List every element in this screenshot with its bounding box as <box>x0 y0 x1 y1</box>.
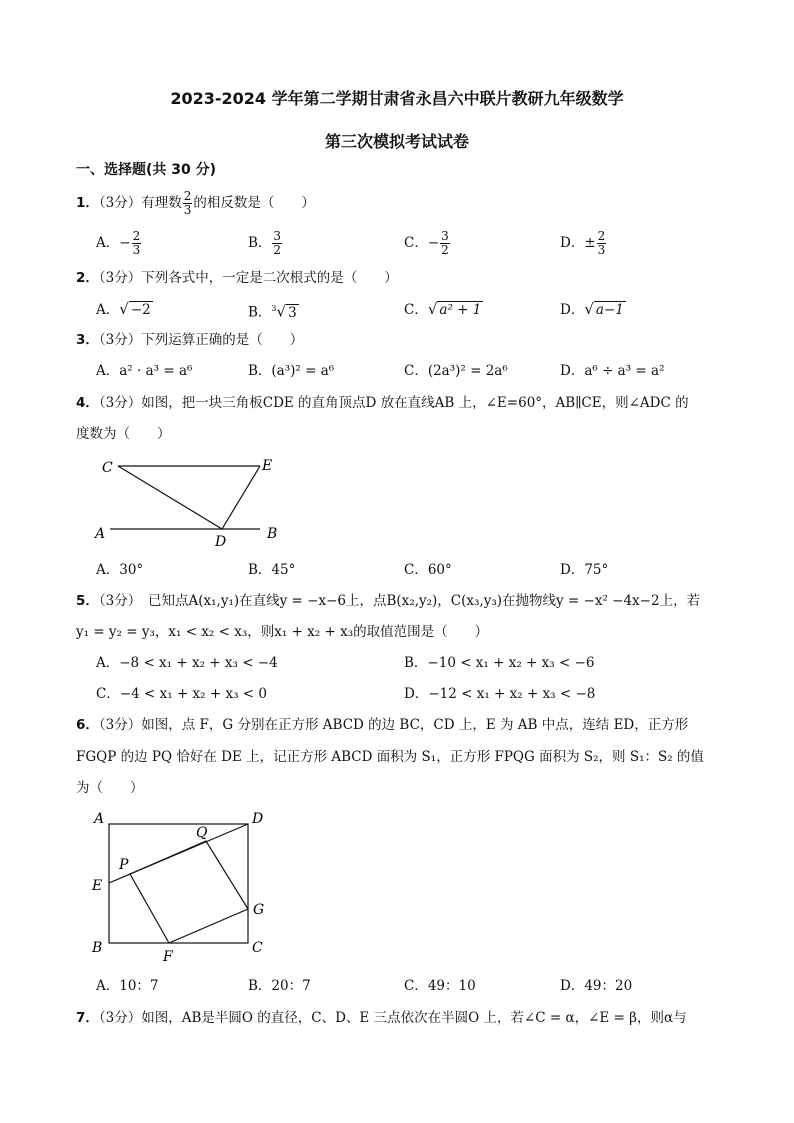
question-score: （3分） <box>98 717 142 733</box>
question-score: （3分） <box>98 593 135 609</box>
label-a: A <box>95 526 106 542</box>
label-e: E <box>262 458 273 474</box>
question-text: 如图，点 F，G 分别在正方形 ABCD 的边 BC，CD 上，E 为 AB 中点，连结 ED，正方形 <box>141 717 689 733</box>
q4-option-c[interactable]: C．60° <box>404 562 452 578</box>
q3-option-a[interactable]: A．a² · a³ = a⁶ <box>96 363 193 379</box>
q2-option-d[interactable]: D．√ a−1 <box>560 300 624 318</box>
label-q: Q <box>196 825 208 841</box>
section-heading: 一、选择题(共 30 分) <box>76 162 217 178</box>
q6-option-d[interactable]: D．49：20 <box>560 978 633 994</box>
exam-title-line2: 第三次模拟考试试卷 <box>324 132 469 151</box>
q2-option-c[interactable]: C．√ a² + 1 <box>404 300 482 318</box>
q4-option-b[interactable]: B．45° <box>248 562 296 578</box>
question-text: 已知点A(x₁,y₁)在直线y = −x−6上，点B(x₂,y₂)，C(x₃,y₃)在抛物线y = −x² −4x−2上，若 <box>134 593 701 609</box>
label-f: F <box>163 949 173 965</box>
q6-figure <box>88 806 278 966</box>
q6-option-a[interactable]: A．10：7 <box>96 978 159 994</box>
question-number: 4． <box>76 395 99 411</box>
question-text-cont: FGQP 的边 PQ 恰好在 DE 上，记正方形 ABCD 面积为 S₁，正方形 FPQG 面积为 S₂，则 S₁：S₂ 的值 <box>76 749 704 765</box>
question-1 <box>76 190 315 217</box>
q5-option-a[interactable]: A．−8 < x₁ + x₂ + x₃ < −4 <box>96 655 278 671</box>
q6-option-b[interactable]: B．20：7 <box>248 978 311 994</box>
question-text: 下列运算正确的是（ ） <box>141 332 304 348</box>
q2-option-b[interactable]: B．$^3$√ 3 <box>248 302 297 321</box>
q6-option-c[interactable]: C．49：10 <box>404 978 476 994</box>
q3-option-c[interactable]: C．(2a³)² = 2a⁶ <box>404 363 508 379</box>
question-5 <box>76 591 700 611</box>
q1-option-c[interactable]: C．− $\frac{3}{2}$ <box>404 229 449 257</box>
question-number: 5． <box>76 593 99 609</box>
q2-option-a[interactable]: A．√ −2 <box>96 300 151 318</box>
question-score: （3分） <box>98 1010 142 1026</box>
label-g: G <box>253 902 265 918</box>
question-number: 7． <box>76 1010 99 1026</box>
q5-option-c[interactable]: C．−4 < x₁ + x₂ + x₃ < 0 <box>96 686 267 702</box>
q4-option-a[interactable]: A．30° <box>96 562 144 578</box>
q3-option-b[interactable]: B．(a³)² = a⁶ <box>248 363 335 379</box>
question-score: （3分） <box>98 395 142 411</box>
question-text: 如图，AB是半圆O 的直径，C、D、E 三点依次在半圆O 上，若∠C = α，∠E = β，则α与 <box>141 1010 687 1026</box>
q1-option-b[interactable]: B． $\frac{3}{2}$ <box>248 229 282 257</box>
question-3 <box>76 330 303 350</box>
question-text-cont: y₁ = y₂ = y₃，x₁ < x₂ < x₃，则x₁ + x₂ + x₃的取值范围是（ ） <box>76 624 489 640</box>
label-c: C <box>252 940 263 956</box>
label-p: P <box>119 857 129 873</box>
question-number: 2． <box>76 270 99 286</box>
q1-option-d[interactable]: D．± $\frac{2}{3}$ <box>560 229 606 257</box>
square-abcd <box>109 824 248 943</box>
question-number: 3． <box>76 332 99 348</box>
line-cd <box>118 466 222 529</box>
question-text: 有理数 <box>141 195 182 211</box>
question-text: 的相反数是（ ） <box>193 195 315 211</box>
question-score: （3分） <box>98 270 142 286</box>
question-number: 6． <box>76 717 99 733</box>
question-score: （3分） <box>98 195 142 211</box>
label-b: B <box>267 526 278 542</box>
question-6 <box>76 715 688 735</box>
question-text: 如图，把一块三角板CDE 的直角顶点D 放在直线AB 上，∠E=60°，AB∥CE，则∠ADC 的 <box>141 395 689 411</box>
question-text-cont: 度数为（ ） <box>76 426 171 442</box>
q4-option-d[interactable]: D．75° <box>560 562 609 578</box>
q5-option-b[interactable]: B．−10 < x₁ + x₂ + x₃ < −6 <box>404 655 595 671</box>
question-text-cont: 为（ ） <box>76 780 144 796</box>
fraction: $\frac{2}{3}$ <box>183 189 192 217</box>
question-text: 下列各式中，一定是二次根式的是（ ） <box>141 270 398 286</box>
exam-title-line1: 2023-2024 学年第二学期甘肃省永昌六中联片教研九年级数学 <box>170 89 624 108</box>
label-c: C <box>102 460 113 476</box>
question-2 <box>76 268 398 288</box>
question-number: 1． <box>76 195 99 211</box>
q5-option-d[interactable]: D．−12 < x₁ + x₂ + x₃ < −8 <box>404 686 596 702</box>
question-score: （3分） <box>98 332 142 348</box>
question-7 <box>76 1008 687 1028</box>
label-a: A <box>94 811 105 827</box>
label-d: D <box>252 811 264 827</box>
q3-option-d[interactable]: D．a⁶ ÷ a³ = a² <box>560 363 665 379</box>
label-e: E <box>92 878 103 894</box>
q4-figure <box>90 452 290 552</box>
q1-option-a[interactable]: A．− $\frac{2}{3}$ <box>96 229 141 257</box>
question-4 <box>76 393 689 413</box>
square-fgqp <box>130 841 248 943</box>
label-d: D <box>215 534 227 550</box>
line-ed <box>222 466 260 529</box>
label-b: B <box>92 940 103 956</box>
